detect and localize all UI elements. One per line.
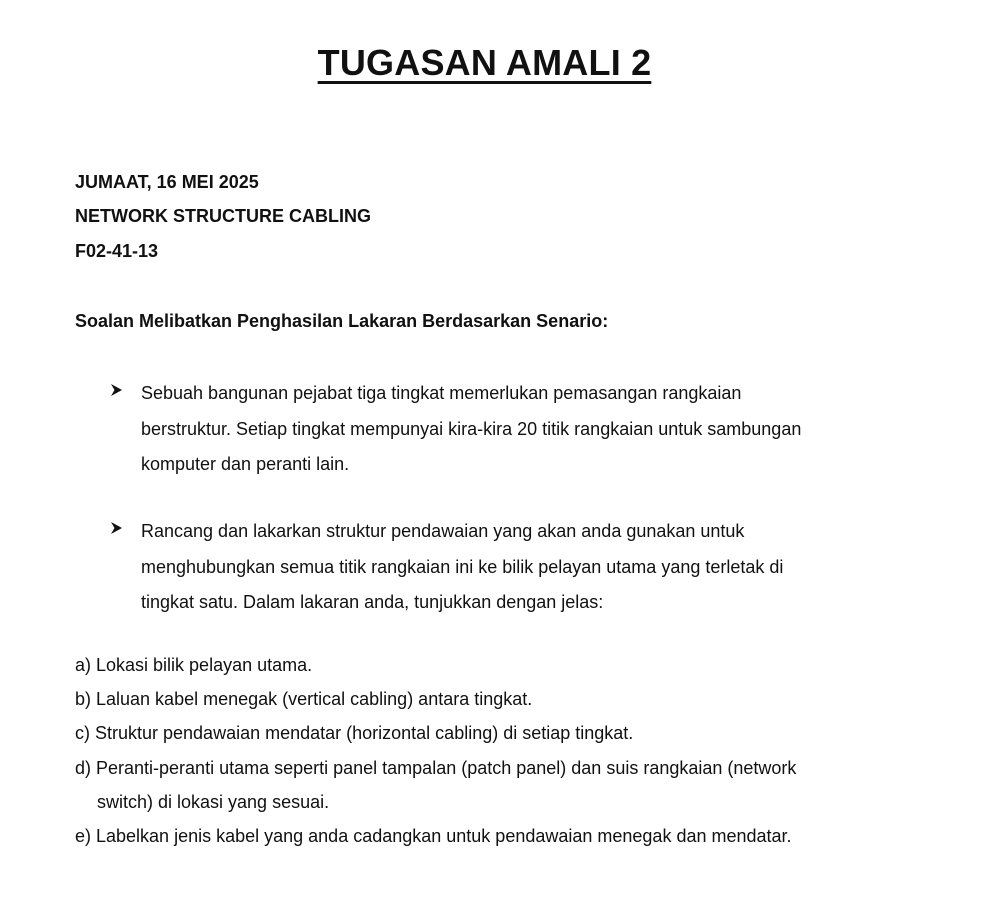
subject-line: NETWORK STRUCTURE CABLING xyxy=(75,206,371,226)
bullet-line: berstruktur. Setiap tingkat mempunyai kira-kira 20 titik rangkaian untuk sambungan xyxy=(141,418,802,439)
list-item-b: b) Laluan kabel menegak (vertical cabling) antara tingkat. xyxy=(75,689,533,709)
bullet-line: Sebuah bangunan pejabat tiga tingkat memerlukan pemasangan rangkaian xyxy=(141,383,742,403)
arrowhead-bullet-icon xyxy=(110,521,123,535)
bullet-text xyxy=(141,514,890,621)
bullet-line: menghubungkan semua titik rangkaian ini ke bilik pelayan utama yang terletak di xyxy=(141,556,784,577)
date-line: JUMAAT, 16 MEI 2025 xyxy=(75,172,259,192)
bullet-line: tingkat satu. Dalam lakaran anda, tunjukkan dengan jelas: xyxy=(141,592,604,612)
list-item-line: d) Peranti-peranti utama seperti panel tampalan (patch panel) dan suis rangkaian (network xyxy=(75,758,797,778)
list-item-e: e) Labelkan jenis kabel yang anda cadangkan untuk pendawaian menegak dan mendatar. xyxy=(75,826,792,846)
list-item-continuation: switch) di lokasi yang sesuai. xyxy=(97,792,330,812)
list-item-d xyxy=(75,751,895,819)
list-item-c: c) Struktur pendawaian mendatar (horizontal cabling) di setiap tingkat. xyxy=(75,723,634,743)
page-title: TUGASAN AMALI 2 xyxy=(317,42,652,83)
list-item-a: a) Lokasi bilik pelayan utama. xyxy=(75,655,313,675)
bullet-text xyxy=(141,376,890,483)
arrowhead-bullet-icon xyxy=(110,383,123,397)
section-heading: Soalan Melibatkan Penghasilan Lakaran Berdasarkan Senario: xyxy=(75,311,609,331)
bullet-item-task xyxy=(110,514,890,621)
bullet-line: komputer dan peranti lain. xyxy=(141,454,350,474)
code-line: F02-41-13 xyxy=(75,241,159,261)
bullet-line: Rancang dan lakarkan struktur pendawaian yang akan anda gunakan untuk xyxy=(141,521,745,541)
bullet-item-scenario xyxy=(110,376,890,483)
